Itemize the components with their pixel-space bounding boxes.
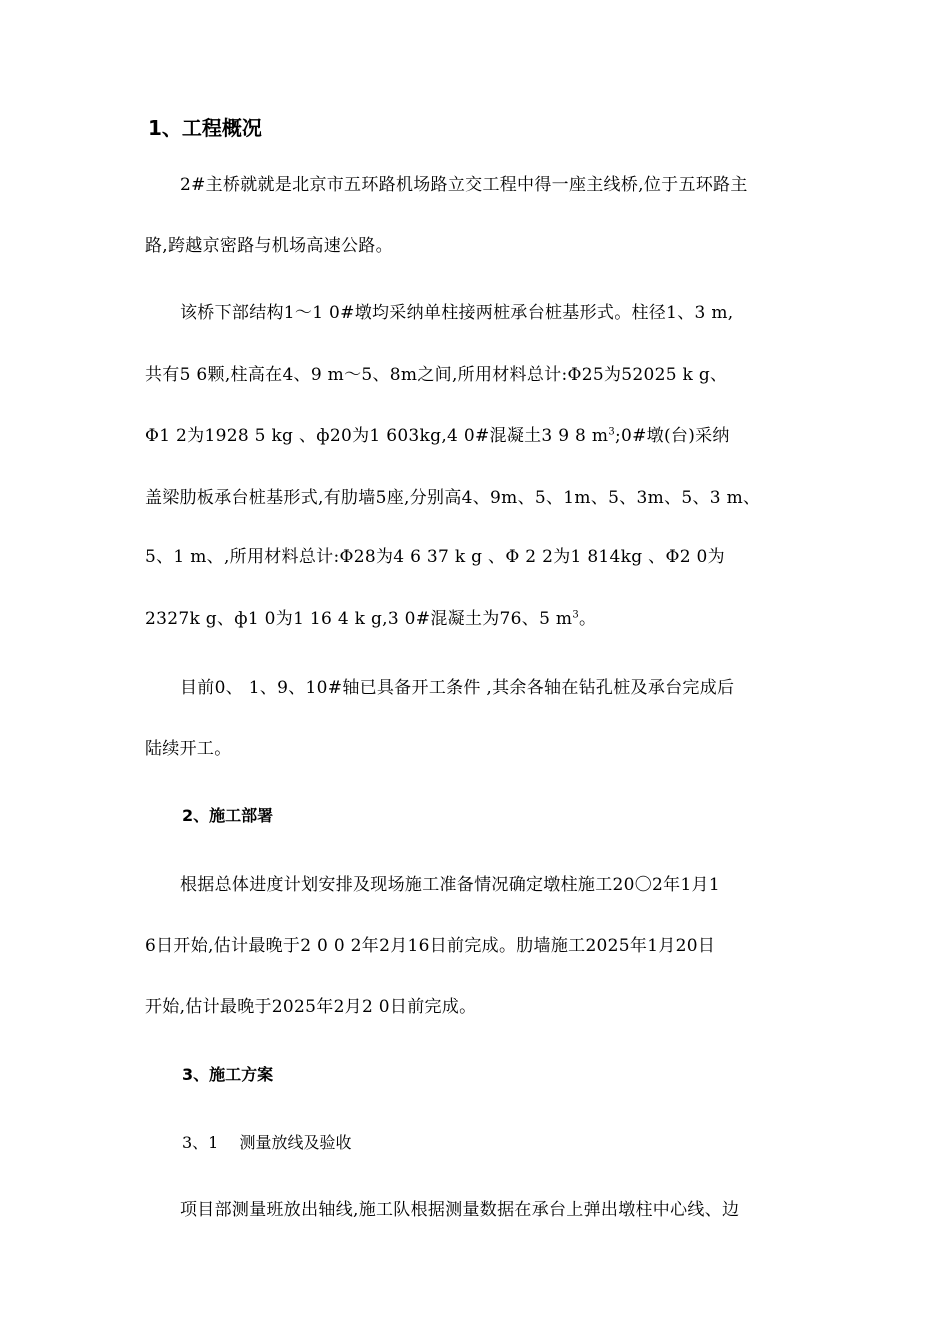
section-1-para-2-line-1: 该桥下部结构1～1 0#墩均采纳单柱接两桩承台桩基形式。柱径1、3 m, [180, 303, 734, 323]
superscript-3: 3 [572, 609, 579, 621]
section-1-title: 1、工程概况 [148, 116, 262, 140]
para-2-line-3-text-a: Φ1 2为1928 5 kg 、ф20为1 603kg,4 0#混凝土3 9 8 m [145, 426, 609, 446]
para-2-line-6-text-b: 。 [578, 609, 597, 629]
section-2-title: 2、施工部署 [182, 806, 274, 825]
subsection-3-1-para-1: 项目部测量班放出轴线,施工队根据测量数据在承台上弹出墩柱中心线、边 [180, 1200, 740, 1220]
subsection-3-1-title: 3、1 测量放线及验收 [182, 1133, 352, 1152]
section-3-title: 3、施工方案 [182, 1065, 274, 1084]
section-2-para-1-line-3: 开始,估计最晚于2025年2月2 0日前完成。 [145, 997, 477, 1017]
section-1-para-1-line-2: 路,跨越京密路与机场高速公路。 [145, 236, 393, 256]
superscript-3: 3 [608, 426, 615, 438]
section-1-para-3-line-2: 陆续开工。 [145, 739, 232, 759]
section-1-para-2-line-4: 盖梁肋板承台桩基形式,有肋墙5座,分别高4、9m、5、1m、5、3m、5、3 m、 [145, 488, 761, 508]
section-2-para-1-line-1: 根据总体进度计划安排及现场施工准备情况确定墩柱施工20〇2年1月1 [180, 875, 720, 895]
section-1-para-2-line-2: 共有5 6颗,柱高在4、9 m～5、8m之间,所用材料总计:Φ25为52025 k g、 [145, 365, 728, 385]
section-1-para-1-line-1: 2#主桥就就是北京市五环路机场路立交工程中得一座主线桥,位于五环路主 [180, 175, 748, 195]
section-1-para-2-line-6 [145, 607, 596, 631]
section-1-para-2-line-5: 5、1 m、,所用材料总计:Φ28为4 6 37 k g 、Φ 2 2为1 814kg 、Φ2 0为 [145, 547, 725, 567]
section-1-para-2-line-3 [145, 424, 730, 448]
section-2-para-1-line-2: 6日开始,估计最晚于2 0 0 2年2月16日前完成。肋墙施工2025年1月20日 [145, 936, 716, 956]
section-1-para-3-line-1: 目前0、 1、9、10#轴已具备开工条件 ,其余各轴在钻孔桩及承台完成后 [180, 678, 735, 698]
para-2-line-6-text-a: 2327k g、ф1 0为1 16 4 k g,3 0#混凝土为76、5 m [145, 609, 573, 629]
para-2-line-3-text-b: ;0#墩(台)采纳 [614, 426, 730, 446]
